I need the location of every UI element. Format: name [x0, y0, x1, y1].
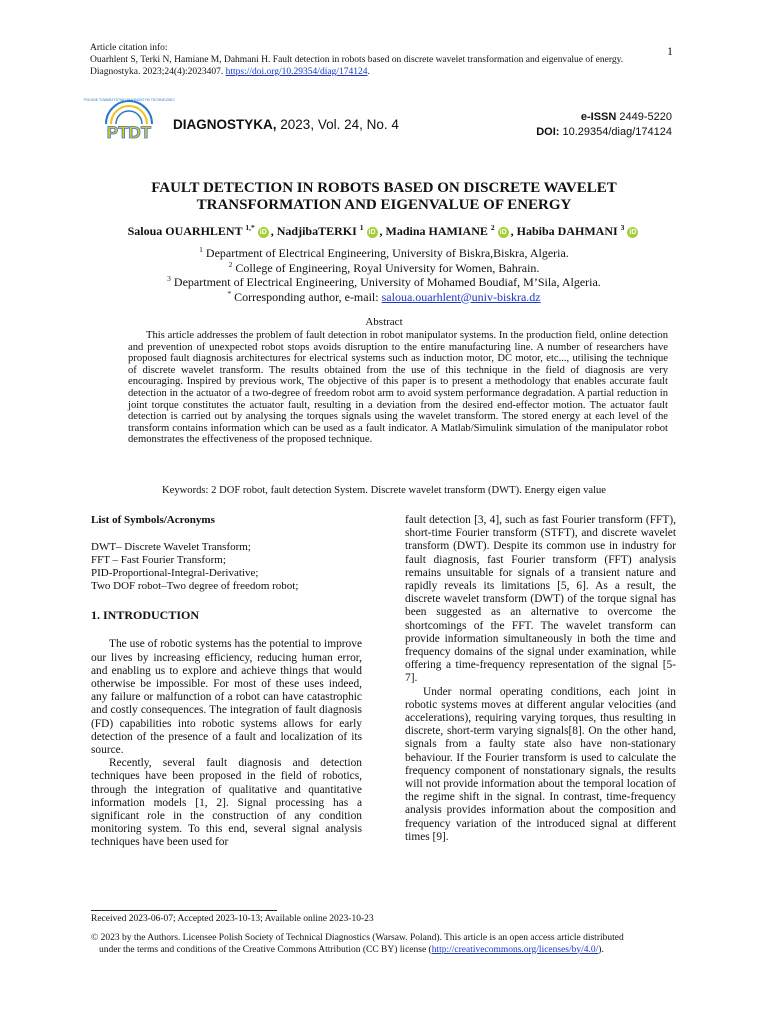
- orcid-icon[interactable]: iD: [259, 229, 267, 236]
- intro-paragraph-2: Recently, several fault diagnosis and detection techniques have been proposed in the field of robotics, through the integration of qualitative and quantitative information models [1, 2]. Signal processing has a significant role in the construction of any condition monitoring system. To this end, several signal analysis techniques have been used for: [91, 757, 362, 849]
- orcid-icon[interactable]: iD: [368, 229, 376, 236]
- author-sup: 3: [620, 223, 625, 232]
- author-name: Habiba DAHMANI: [516, 224, 618, 238]
- author-sep: ,: [510, 224, 517, 238]
- section-heading-introduction: 1. INTRODUCTION: [91, 608, 200, 623]
- author-sup: 2: [490, 223, 495, 232]
- affiliation-3: [100, 275, 668, 290]
- right-column: [405, 514, 676, 844]
- symbols-list: [91, 541, 362, 593]
- citation-doi-end: .: [367, 67, 370, 77]
- intro-paragraph-1: The use of robotic systems has the potential to improve our lives by increasing efficiency, reducing human error, and enabling us to explore and achieve things that would otherwise be impossible. For most of these uses indeed, any failure or malfunction of a robot can have catastrophic and costly consequences. The integration of fault diagnosis (FD) capabilities into robotic systems allows for early detection of the presence of a fault and localization of its source.: [91, 638, 362, 757]
- author-list: [100, 224, 668, 239]
- author-sep: ,: [270, 224, 277, 238]
- author-name: NadjibaTERKI: [276, 224, 357, 238]
- intro-paragraph-3: fault detection [3, 4], such as fast Fourier transform (FFT), short-time Fourier transform (STFT), and discrete wavelet transform (DWT). Despite its common use in industry for fault diagnosis, fast Fourier transform (FFT) analysis remains unsuitable for signals of a transient nature and rapidly reveals its limitations [5, 6]. As a result, the discrete wavelet transform (DWT) of the torque signal has been suggested as an alternative to overcome the shortcomings of the FFT. The wavelet transform can provide information simultaneously in both the time and frequency domains of the signal under examination, while offering a time-frequency representation of the signal [5-7].: [405, 514, 676, 685]
- license-text-2: under the terms and conditions of the Creative Commons Attribution (CC BY) license (: [99, 944, 432, 955]
- page-number: 1: [667, 44, 673, 58]
- affil-sup: 3: [167, 274, 171, 283]
- issn-value: 2449-5220: [619, 111, 672, 123]
- citation-text: [90, 54, 660, 78]
- copyright-icon: ©: [91, 933, 99, 943]
- author-name: Madina HAMIANE: [385, 224, 488, 238]
- license-text-1: 2023 by the Authors. Licensee Polish Society of Technical Diagnostics (Warsaw. Poland). This article is an open access article distributed: [100, 933, 624, 943]
- affil-sup: 2: [228, 259, 233, 269]
- article-citation: [90, 42, 660, 78]
- issn-label: e-ISSN: [580, 111, 617, 123]
- orcid-icon[interactable]: iD: [499, 229, 507, 236]
- received-dates: Received 2023-06-07; Accepted 2023-10-13; Available online 2023-10-23: [91, 914, 374, 924]
- symbol-item: FFT – Fast Fourier Transform;: [91, 554, 226, 567]
- footnote-divider: [91, 910, 277, 911]
- doi-value: 10.29354/diag/174124: [562, 126, 672, 138]
- journal-name: [173, 117, 399, 132]
- author-email-link[interactable]: saloua.ouarhlent@univ-biskra.dz: [381, 289, 541, 304]
- author-sep: ,: [379, 224, 386, 238]
- abstract-heading: Abstract: [365, 316, 403, 328]
- intro-paragraph-4: Under normal operating conditions, each joint in robotic systems moves at different angular velocities (and accelerations), requiring varying torques, thus resulting in discrete, short-term varying signals[8]. On the other hand, signals from a faulty state also have non-stationary behaviour. If the Fourier transform is used to calculate the frequency component of nonstationary signals, the results will not provide information about the temporal location of the regime shift in the signal. In contrast, time-frequency analysis provides information about the composition and frequency variation of the introduced signal at different times [9].: [405, 685, 676, 843]
- doi-label: DOI:: [536, 126, 560, 138]
- license-notice: [91, 933, 671, 956]
- symbols-heading: List of Symbols/Acronyms: [91, 514, 215, 526]
- license-link[interactable]: http://creativecommons.org/licenses/by/4.0/: [431, 944, 599, 955]
- left-column: [91, 514, 362, 850]
- symbol-item: DWT– Discrete Wavelet Transform;: [91, 541, 251, 554]
- citation-heading: Article citation info:: [90, 43, 168, 53]
- affil-text: Corresponding author, e-mail:: [234, 289, 379, 304]
- corresponding-author: [100, 290, 668, 305]
- license-line-2: [91, 945, 671, 957]
- affil-text: College of Engineering, Royal University for Women, Bahrain.: [235, 260, 540, 275]
- affiliation-2: [100, 261, 668, 276]
- orcid-icon[interactable]: iD: [629, 229, 637, 236]
- logo-caption: POLSKIE TOWARZYSTWO DIAGNOSTYKI TECHNICZNEJ: [83, 98, 175, 102]
- abstract-text: This article addresses the problem of fault detection in robot manipulator systems. In the production field, online detection and prevention of unexpected robot stops avoids disruption to the entire manufacturing line. A number of researchers have proposed fault diagnosis architectures for electrical systems such as induction motor, DC motor, etc..., utilising the technique of discrete wavelet transform. The results obtained from the use of this technique in the field of diagnosis are very encouraging. Inspired by previous work, The objective of this paper is to present a methodology that enables accurate fault detection in the actuator of a two-degree of freedom robot arm to avoid system performance degradation. A partial reduction in joint torque constitutes the actuator fault, resulting in a deviation from the desired end-effector motion. The actuator fault detection is carried out by analysing the torques signals using the wavelet transform. The stored energy at each level of the transform contains information which can be used as a fault indicator. A Matlab/Simulink simulation of the manipulator robot demonstrates the effectiveness of the proposed technique.: [128, 330, 668, 446]
- issn-block: [480, 110, 672, 140]
- logo-letters: PTDT: [106, 123, 152, 142]
- citation-doi-link[interactable]: https://doi.org/10.29354/diag/174124: [225, 67, 368, 77]
- citation-body: Ouarhlent S, Terki N, Hamiane M, Dahmani H. Fault detection in robots based on discrete wavelet transformation and eigenvalue of energy. Diagnostyka. 2023;24(4):2023407.: [90, 55, 624, 77]
- license-line-1: [91, 933, 671, 945]
- keywords: Keywords: 2 DOF robot, fault detection System. Discrete wavelet transform (DWT). Energy eigen value: [161, 485, 607, 496]
- affiliation-1: [100, 246, 668, 261]
- journal-volume: 2023, Vol. 24, No. 4: [280, 117, 399, 132]
- affil-sup: *: [227, 288, 232, 298]
- symbol-item: Two DOF robot–Two degree of freedom robot;: [91, 580, 299, 593]
- ptdt-logo: [83, 92, 175, 150]
- affil-text: Department of Electrical Engineering, University of Biskra,Biskra, Algeria.: [205, 246, 569, 260]
- affil-text: Department of Electrical Engineering, University of Mohamed Boudiaf, M’Sila, Algeria.: [173, 275, 601, 289]
- author-name: Saloua OUARHLENT: [127, 224, 243, 238]
- license-end: ).: [598, 944, 604, 955]
- affil-sup: 1: [199, 245, 203, 254]
- journal-title: DIAGNOSTYKA,: [173, 117, 277, 132]
- author-sup: 1: [359, 223, 364, 232]
- affiliations: [100, 246, 668, 304]
- author-sup: 1,*: [245, 223, 255, 232]
- symbol-item: PID-Proportional-Integral-Derivative;: [91, 567, 259, 580]
- paper-title: FAULT DETECTION IN ROBOTS BASED ON DISCRETE WAVELET TRANSFORMATION AND EIGENVALUE OF ENERGY: [151, 180, 617, 213]
